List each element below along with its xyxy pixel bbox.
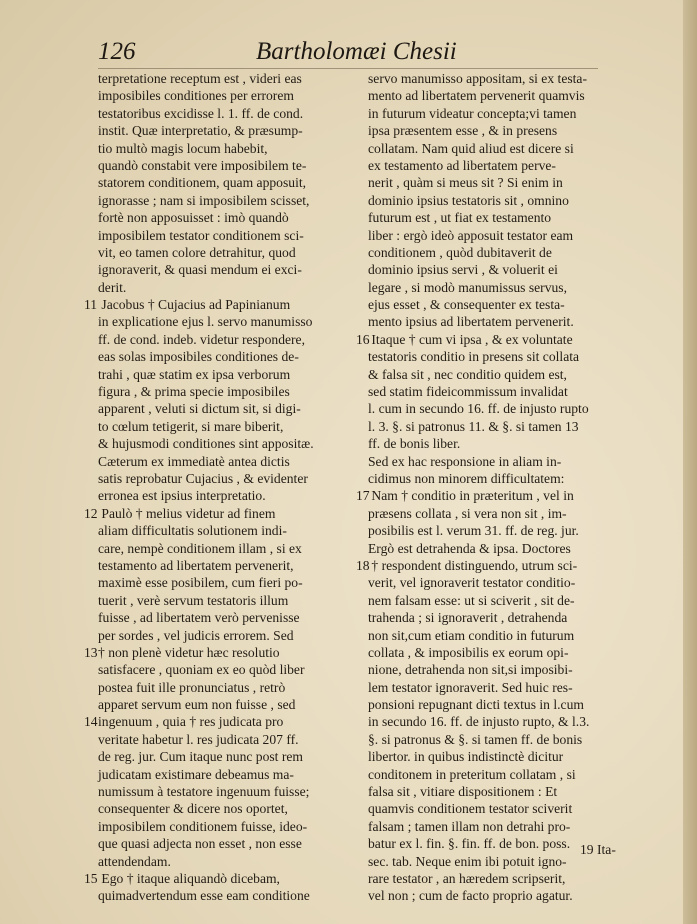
text-line	[84, 400, 360, 417]
text-line	[368, 227, 608, 244]
line-text: collatam. Nam quid aliud est dicere si	[368, 140, 574, 156]
text-line	[84, 122, 360, 139]
text-line	[368, 609, 608, 626]
line-text: veritate habetur l. res judicata 207 ff.	[98, 731, 299, 747]
text-line	[84, 192, 360, 209]
text-line	[84, 853, 360, 870]
text-line	[84, 70, 360, 87]
text-line	[368, 70, 608, 87]
text-line	[84, 505, 360, 522]
text-line	[84, 627, 360, 644]
text-line	[84, 487, 360, 504]
line-text: ejus esset , & consequenter ex testa-	[368, 297, 565, 313]
line-text: præsens collata , si vera non sit , im-	[368, 505, 567, 521]
text-line	[84, 766, 360, 783]
right-text-column	[356, 70, 608, 905]
line-text: † non plenè videtur hæc resolutio	[98, 644, 280, 660]
line-text: Cæterum ex immediatè antea dictis	[98, 453, 290, 469]
text-line	[368, 679, 608, 696]
line-text: l. cum in secundo 16. ff. de injusto rupto	[368, 401, 589, 417]
text-line	[368, 366, 608, 383]
line-text: futurum est , ut fiat ex testamento	[368, 210, 552, 226]
text-line	[84, 522, 360, 539]
text-line	[84, 140, 360, 157]
line-text: servo manumisso appositam, si ex testa-	[368, 71, 587, 86]
line-text: falsa sit , vitiare dispositionem : Et	[368, 784, 558, 800]
text-line	[368, 731, 608, 748]
text-line	[84, 713, 360, 730]
line-text: Ego † itaque aliquandò dicebam,	[98, 870, 280, 886]
line-text: mento ad libertatem pervenerit quamvis	[368, 88, 585, 104]
line-text: non sit,cum etiam conditio in futurum	[368, 627, 575, 643]
line-text: batur ex l. fin. §. fin. ff. de bon. poss.	[368, 836, 571, 852]
line-text: lem testator ignoraverit. Sed huic res-	[368, 679, 573, 695]
text-line	[84, 105, 360, 122]
line-text: satis reprobatur Cujacius , & evidenter	[98, 470, 308, 486]
text-line	[84, 557, 360, 574]
line-text: nerit , quàm si meus sit ? Si enim in	[368, 175, 563, 191]
text-line	[368, 818, 608, 835]
line-text: statorem conditionem, quam apposuit,	[98, 175, 307, 191]
text-line	[368, 209, 608, 226]
text-line	[84, 174, 360, 191]
text-line	[368, 783, 608, 800]
text-line	[84, 313, 360, 330]
line-text: eas solas imposibiles conditiones de-	[98, 349, 299, 365]
text-line	[84, 870, 360, 887]
paragraph-number: 17	[356, 488, 370, 504]
text-line	[84, 348, 360, 365]
text-line	[368, 105, 608, 122]
line-text: ignoraverit, & quasi mendum ei exci-	[98, 262, 302, 278]
line-text: sed statim fideicommissum invalidat	[368, 384, 568, 400]
paragraph-number: 16	[356, 331, 370, 347]
line-text: ff. de cond. indeb. videtur respondere,	[98, 331, 305, 347]
text-line	[84, 661, 360, 678]
line-text: erronea est ipsius interpretatio.	[98, 488, 266, 504]
paragraph-number: 15	[84, 870, 98, 886]
text-line	[84, 783, 360, 800]
line-text: apparet servum eum non fuisse , sed	[98, 697, 296, 713]
paragraph-number: 18	[356, 557, 370, 573]
line-text: ingenuum , quia † res judicata pro	[98, 714, 284, 730]
line-text: rare testator , an hæredem scripserit,	[368, 870, 566, 886]
line-text: Ergò est detrahenda & ipsa. Doctores	[368, 540, 571, 556]
line-text: de reg. jur. Cum itaque nunc post rem	[98, 749, 303, 765]
text-line	[368, 522, 608, 539]
text-line	[368, 835, 608, 852]
text-line	[84, 296, 360, 313]
text-line	[356, 557, 608, 574]
text-line	[368, 261, 608, 278]
text-line	[84, 366, 360, 383]
line-text: legare , si modò manumissus servus,	[368, 279, 567, 295]
line-text: fortè non apposuisset : imò quandò	[98, 210, 289, 226]
line-text: falsam ; tamen illam non detrahi pro-	[368, 818, 571, 834]
text-line	[84, 574, 360, 591]
line-text: quimadvertendum esse eam conditione	[98, 888, 310, 904]
line-text: vel non ; cum de facto proprio agatur.	[368, 888, 573, 904]
paragraph-number: 14	[84, 714, 98, 730]
line-text: tuerit , verè servum testatoris illum	[98, 592, 289, 608]
text-line	[368, 418, 608, 435]
line-text: instit. Quæ interpretatio, & præsump-	[98, 123, 303, 139]
text-line	[84, 609, 360, 626]
line-text: ipsa præsentem esse , & in presens	[368, 123, 558, 139]
text-line	[84, 87, 360, 104]
text-line	[84, 157, 360, 174]
text-line	[368, 244, 608, 261]
line-text: libertor. in quibus indistinctè dicitur	[368, 749, 564, 765]
header-rule	[98, 68, 598, 69]
text-line	[84, 470, 360, 487]
line-text: liber : ergò ideò apposuit testator eam	[368, 227, 574, 243]
line-text: fuisse , ad libertatem verò pervenisse	[98, 610, 300, 626]
line-text: posibilis est l. verum 31. ff. de reg. jur.	[368, 523, 579, 539]
text-line	[356, 487, 608, 504]
line-text: testatoris conditio in presens sit collata	[368, 349, 580, 365]
line-text: to cœlum tetigerit, si mare biberit,	[98, 418, 284, 434]
line-text: ponsioni repugnant dicti textus in l.cum	[368, 697, 584, 713]
left-text-column	[84, 70, 360, 905]
text-line	[84, 835, 360, 852]
line-text: aliam difficultatis solutionem indi-	[98, 523, 287, 539]
line-text: figura , & prima specie imposibiles	[98, 384, 290, 400]
text-line	[84, 800, 360, 817]
text-line	[368, 157, 608, 174]
line-text: dominio ipsius testatoris sit , omnino	[368, 192, 569, 208]
text-line	[368, 800, 608, 817]
line-text: vit, eo tamen colore detrahitur, quod	[98, 244, 296, 260]
line-text: collata , & imposibilis ex eorum opi-	[368, 644, 569, 660]
line-text: l. 3. §. si patronus 11. & §. si tamen 13	[368, 418, 579, 434]
line-text: care, nempè conditionem illam , si ex	[98, 540, 302, 556]
line-text: que quasi adjecta non esset , non esse	[98, 836, 302, 852]
text-line	[84, 279, 360, 296]
text-line	[368, 661, 608, 678]
text-line	[84, 748, 360, 765]
line-text: ex testamento ad libertatem perve-	[368, 157, 556, 173]
text-line	[84, 731, 360, 748]
line-text: dominio ipsius servi , & voluerit ei	[368, 262, 558, 278]
text-line	[368, 870, 608, 887]
text-line	[368, 400, 608, 417]
line-text: Nam † conditio in præteritum , vel in	[368, 488, 574, 504]
line-text: consequenter & dicere nos oportet,	[98, 801, 288, 817]
page-edge	[683, 0, 697, 924]
line-text: testatoribus excidisse l. 1. ff. de cond.	[98, 105, 304, 121]
text-line	[368, 122, 608, 139]
text-line	[368, 505, 608, 522]
line-text: & hujusmodi conditiones sint appositæ.	[98, 436, 314, 452]
running-title: Bartholomæi Chesii	[256, 38, 457, 65]
text-line	[368, 887, 608, 904]
page-header	[98, 38, 598, 70]
text-line	[368, 644, 608, 661]
line-text: in futurum videatur concepta;vi tamen	[368, 105, 577, 121]
text-line	[84, 679, 360, 696]
line-text: maximè esse posibilem, cum fieri po-	[98, 575, 303, 591]
line-text: nem falsam esse: ut si sciverit , sit de-	[368, 592, 575, 608]
catchword: 19 Ita-	[580, 842, 616, 857]
text-line	[356, 331, 608, 348]
text-line	[84, 696, 360, 713]
text-line	[368, 574, 608, 591]
text-line	[84, 261, 360, 278]
text-line	[368, 87, 608, 104]
text-line	[84, 818, 360, 835]
line-text: attendendam.	[98, 853, 171, 869]
line-text: trahenda ; si ignoraverit , detrahenda	[368, 610, 568, 626]
text-line	[368, 748, 608, 765]
line-text: cidimus non minorem difficultatem:	[368, 470, 565, 486]
page-number: 126	[98, 38, 136, 65]
text-line	[368, 627, 608, 644]
text-line	[368, 766, 608, 783]
text-line	[368, 540, 608, 557]
text-line	[84, 383, 360, 400]
line-text: conditionem , quòd dubitaverit de	[368, 244, 552, 260]
text-line	[368, 713, 608, 730]
line-text: quamvis conditionem testator sciverit	[368, 801, 573, 817]
text-line	[368, 296, 608, 313]
line-text: §. si patronus & §. si tamen ff. de bonis	[368, 731, 583, 747]
line-text: † respondent distinguendo, utrum sci-	[368, 557, 578, 573]
line-text: verit, vel ignoraverit testator conditio-	[368, 575, 576, 591]
line-text: nione, detrahenda non sit,si imposibi-	[368, 662, 573, 678]
text-line	[84, 244, 360, 261]
text-line	[84, 592, 360, 609]
line-text: imposibilem conditionem fuisse, ideo-	[98, 818, 308, 834]
line-text: ff. de bonis liber.	[368, 436, 461, 452]
text-line	[84, 887, 360, 904]
line-text: imposibilem testator conditionem sci-	[98, 227, 304, 243]
line-text: judicatam existimare debeamus ma-	[98, 766, 294, 782]
text-line	[84, 644, 360, 661]
text-line	[84, 331, 360, 348]
text-line	[84, 453, 360, 470]
text-line	[368, 192, 608, 209]
text-line	[84, 540, 360, 557]
line-text: ignorasse ; nam si imposibilem scisset,	[98, 192, 310, 208]
line-text: sec. tab. Neque enim ibi potuit igno-	[368, 853, 567, 869]
text-line	[368, 435, 608, 452]
line-text: postea fuit ille pronunciatus , retrò	[98, 679, 286, 695]
line-text: imposibiles conditiones per errorem	[98, 88, 294, 104]
line-text: tio multò magis locum habebit,	[98, 140, 268, 156]
line-text: in explicatione ejus l. servo manumisso	[98, 314, 313, 330]
text-line	[368, 279, 608, 296]
text-line	[368, 453, 608, 470]
text-line	[84, 435, 360, 452]
text-line	[84, 418, 360, 435]
line-text: conditonem in preteritum collatam , si	[368, 766, 576, 782]
text-line	[368, 313, 608, 330]
text-line	[368, 592, 608, 609]
line-text: derit.	[98, 279, 127, 295]
text-line	[368, 470, 608, 487]
line-text: Paulò † melius videtur ad finem	[98, 505, 276, 521]
line-text: trahi , quæ statim ex ipsa verborum	[98, 366, 291, 382]
paragraph-number: 12	[84, 505, 98, 521]
paragraph-number: 13	[84, 644, 98, 660]
paragraph-number: 11	[84, 297, 98, 313]
line-text: quandò constabit vere imposibilem te-	[98, 157, 307, 173]
line-text: Itaque † cum vi ipsa , & ex voluntate	[368, 331, 573, 347]
line-text: satisfacere , quoniam ex eo quòd liber	[98, 662, 305, 678]
line-text: terpretatione receptum est , videri eas	[98, 71, 302, 86]
text-line	[368, 696, 608, 713]
line-text: mento ipsius ad libertatem pervenerit.	[368, 314, 574, 330]
line-text: testamento ad libertatem pervenerit,	[98, 557, 294, 573]
line-text: & falsa sit , nec conditio quidem est,	[368, 366, 567, 382]
text-line	[368, 853, 608, 870]
line-text: Jacobus † Cujacius ad Papinianum	[98, 297, 291, 313]
text-line	[368, 383, 608, 400]
line-text: Sed ex hac responsione in aliam in-	[368, 453, 562, 469]
text-line	[84, 227, 360, 244]
text-line	[368, 140, 608, 157]
text-line	[368, 174, 608, 191]
line-text: numissum à testatore ingenuum fuisse;	[98, 784, 310, 800]
line-text: in secundo 16. ff. de injusto rupto, & l.3.	[368, 714, 590, 730]
line-text: apparent , veluti si dictum sit, si digi-	[98, 401, 301, 417]
line-text: per sordes , vel judicis errorem. Sed	[98, 627, 294, 643]
text-line	[368, 348, 608, 365]
text-line	[84, 209, 360, 226]
